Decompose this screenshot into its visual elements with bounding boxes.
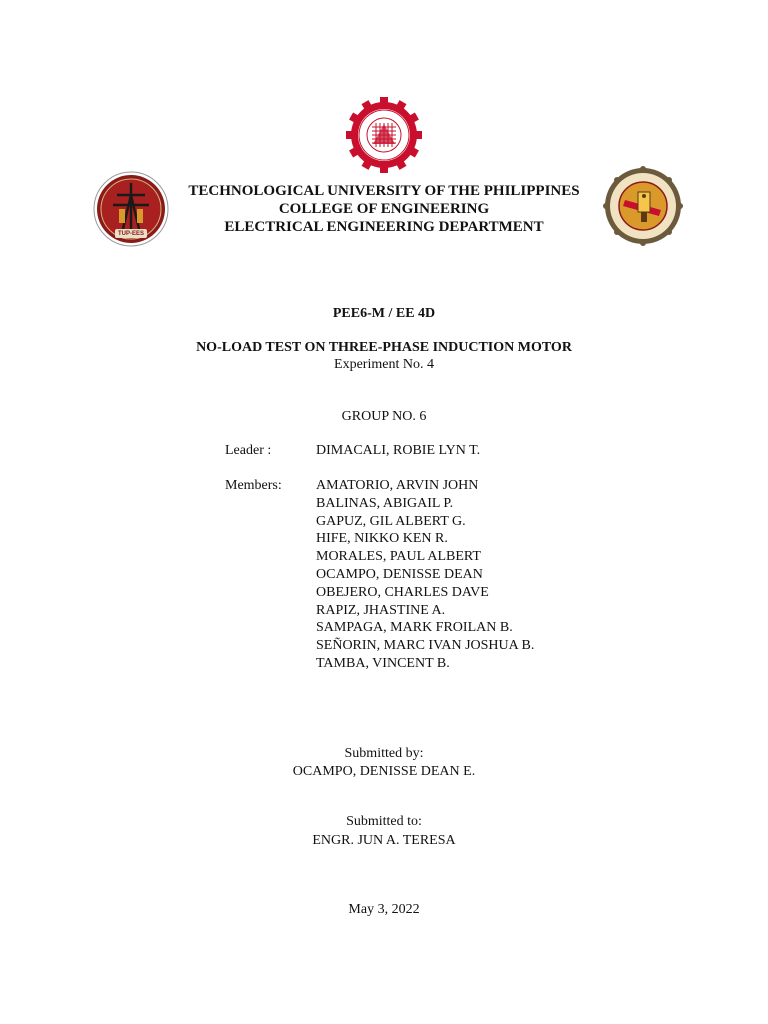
- submitted-by-name: OCAMPO, DENISSE DEAN E.: [292, 764, 476, 779]
- submitted-to-name: ENGR. JUN A. TERESA: [312, 833, 456, 848]
- leader-name: DIMACALI, ROBIE LYN T.: [316, 443, 481, 458]
- member-name: GAPUZ, GIL ALBERT G.: [316, 513, 466, 529]
- department-name: ELECTRICAL ENGINEERING DEPARTMENT: [224, 219, 544, 235]
- course-code: PEE6-M / EE 4D: [332, 306, 436, 321]
- submission-date: May 3, 2022: [348, 902, 420, 917]
- member-name: MORALES, PAUL ALBERT: [316, 549, 481, 565]
- member-name: BALINAS, ABIGAIL P.: [316, 495, 454, 511]
- tup-seal-logo: [345, 96, 423, 174]
- college-name: COLLEGE OF ENGINEERING: [278, 201, 490, 217]
- member-name: OCAMPO, DENISSE DEAN: [316, 566, 483, 582]
- member-name: TAMBA, VINCENT B.: [316, 655, 450, 671]
- members-label: Members:: [225, 478, 282, 493]
- university-name: TECHNOLOGICAL UNIVERSITY OF THE PHILIPPINES: [188, 183, 580, 199]
- members-list: [316, 477, 534, 673]
- member-name: HIFE, NIKKO KEN R.: [316, 531, 448, 547]
- member-name: OBEJERO, CHARLES DAVE: [316, 584, 489, 600]
- svg-text:1901: 1901: [379, 161, 389, 166]
- member-name: SAMPAGA, MARK FROILAN B.: [316, 620, 513, 636]
- submitted-to-label: Submitted to:: [346, 814, 422, 829]
- leader-label: Leader :: [225, 443, 272, 458]
- submitted-by-label: Submitted by:: [344, 746, 424, 761]
- experiment-number: Experiment No. 4: [334, 357, 434, 372]
- member-name: SEÑORIN, MARC IVAN JOSHUA B.: [316, 638, 535, 654]
- experiment-title: NO-LOAD TEST ON THREE-PHASE INDUCTION MOTOR: [196, 340, 572, 355]
- ees-logo-label: TUP-EES: [117, 231, 144, 237]
- member-name: AMATORIO, ARVIN JOHN: [316, 478, 479, 493]
- member-name: RAPIZ, JHASTINE A.: [316, 602, 446, 618]
- group-number: GROUP NO. 6: [341, 409, 427, 424]
